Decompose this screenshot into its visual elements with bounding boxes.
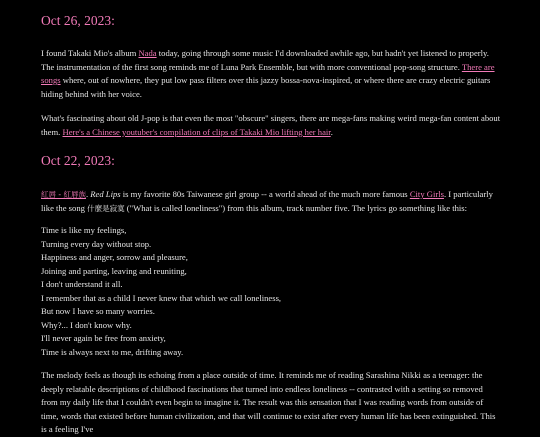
entry-date: Oct 26, 2023: xyxy=(41,13,115,28)
paragraph-text: . I particularly like the song xyxy=(41,189,493,213)
paragraph-text: . xyxy=(85,189,91,199)
nada-album-link[interactable]: Nada xyxy=(138,48,157,58)
paragraph-text: What's fascinating about old J-pop is that even the most "obscure" singers, there are mega-fans making weird mega-fan content about them. xyxy=(41,113,501,137)
paragraph-text: today, going through some music I'd downloaded awhile ago, but hadn't yet listened to properly. The instrumentation of the first song reminds me of Luna Park Ensemble, but with more conventional pop-song structure. xyxy=(41,48,489,72)
lyrics-block xyxy=(41,224,501,359)
entry-paragraph: The melody feels as though its echoing from a place outside of time. It reminds me of reading Sarashina Nikki as a teenager: the deeply relatable descriptions of childhood fascinations that turned into endless loneliness -- contrasted with a setting so removed from my daily life that I couldn't even begin to imagine it. The result was this sensation that I was reading words from outside of time, words that existed before human civilization, and that will continue to exist after every human life has been extinguished. This is a feeling I've xyxy=(41,370,496,434)
lyric-line: Happiness and anger, sorrow and pleasure, xyxy=(41,252,188,262)
entry-paragraph xyxy=(41,47,501,101)
song-title: 什麼是寂寞 xyxy=(87,203,125,213)
journal-entry xyxy=(41,13,501,139)
lyric-line: I'll never again be free from anxiety, xyxy=(41,333,166,343)
journal-content xyxy=(41,0,501,437)
entry-paragraph xyxy=(41,112,501,139)
paragraph-text: where, out of nowhere, they put low pass filters over this jazzy bossa-nova-inspired, or where there are crazy electric guitars hiding behind with her voice. xyxy=(41,75,491,99)
paragraph-text: ("What is called loneliness") from this album, track number five. The lyrics go something like this: xyxy=(124,202,467,213)
journal-entry xyxy=(41,153,501,437)
lyric-line: I don't understand it all. xyxy=(41,279,123,289)
entry-paragraph xyxy=(41,188,501,215)
lyric-line: I remember that as a child I never knew that which we call loneliness, xyxy=(41,292,282,303)
entry-date: Oct 22, 2023: xyxy=(41,153,115,168)
lyric-line: But now I have so many worries. xyxy=(41,306,155,316)
youtuber-compilation-link[interactable]: Here's a Chinese youtuber's compilation of clips of Takaki Mio lifting her hair xyxy=(62,126,331,137)
lyric-line: Time is always next to me, drifting away. xyxy=(41,346,184,357)
paragraph-text: . xyxy=(330,126,333,137)
there-are-songs-link[interactable]: There are songs xyxy=(41,61,495,85)
paragraph-text: I found Takaki Mio's album xyxy=(41,48,139,58)
lyric-line: Time is like my feelings, xyxy=(41,225,127,235)
lyric-line: Joining and parting, leaving and reuniting, xyxy=(41,265,187,276)
album-title: Red Lips xyxy=(90,189,121,199)
red-lips-album-link[interactable]: 紅唇 - 紅唇族 xyxy=(41,190,86,199)
lyric-line: Why?... I don't know why. xyxy=(41,319,132,330)
city-girls-link[interactable]: City Girls xyxy=(409,189,444,199)
lyric-line: Turning every day without stop. xyxy=(41,238,152,249)
paragraph-text: is my favorite 80s Taiwanese girl group -- a world ahead of the much more famous xyxy=(120,189,410,199)
